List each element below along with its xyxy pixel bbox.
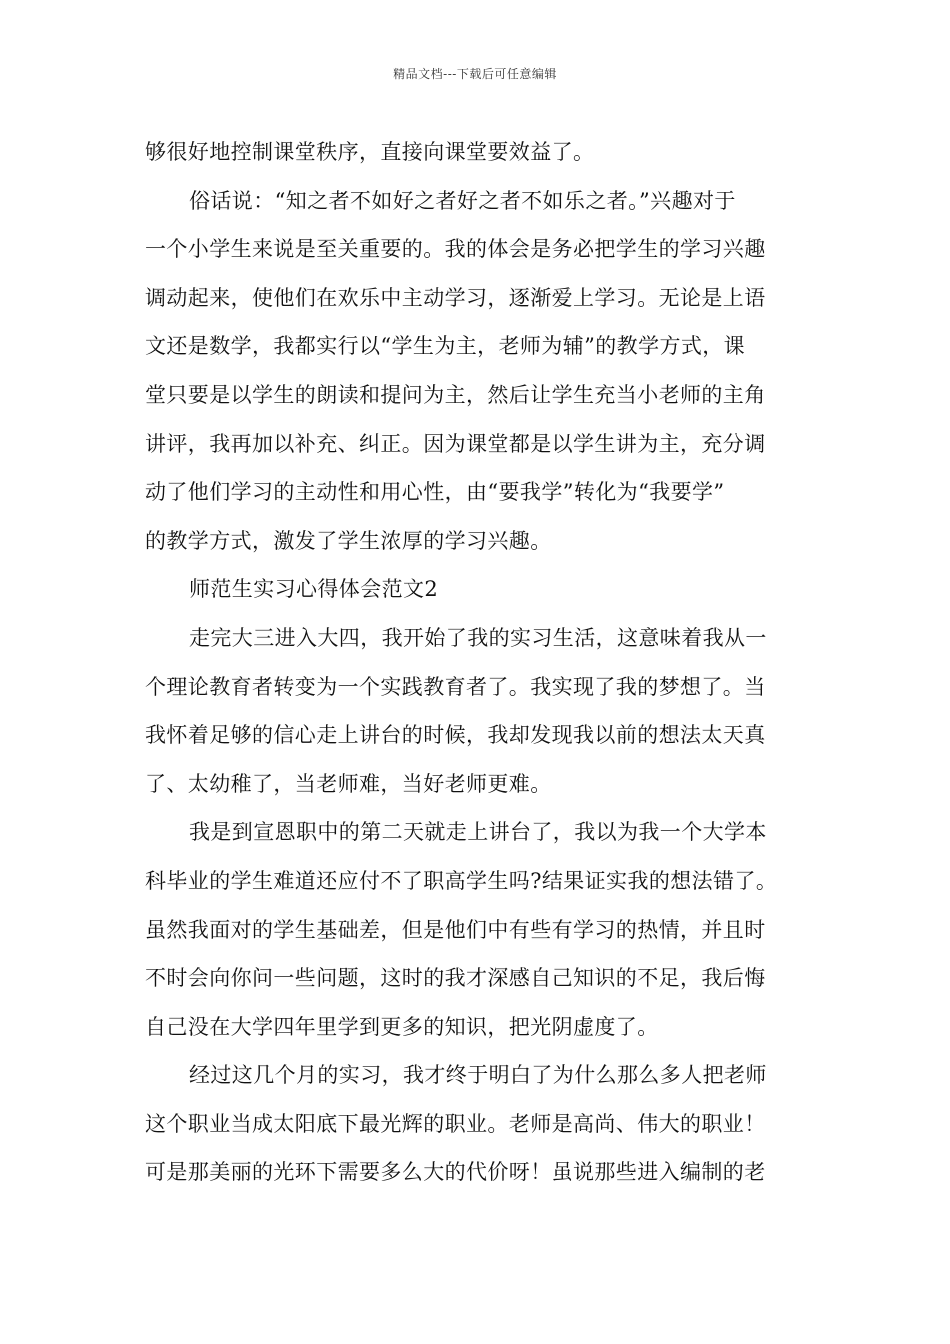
text-line: 堂只要是以学生的朗读和提问为主，然后让学生充当小老师的主角: [145, 382, 766, 407]
text-line: 讲评，我再加以补充、纠正。因为课堂都是以学生讲为主，充分调: [145, 431, 766, 456]
text-line: 走完大三进入大四，我开始了我的实习生活，这意味着我从一: [189, 625, 767, 650]
text-line: 我是到宣恩职中的第二天就走上讲台了，我以为我一个大学本: [189, 820, 767, 845]
text-line: 这个职业当成太阳底下最光辉的职业。老师是高尚、伟大的职业！: [145, 1111, 766, 1136]
text-line: 俗话说：“知之者不如好之者好之者不如乐之者。”兴趣对于: [189, 188, 736, 213]
text-line: 了、太幼稚了，当老师难，当好老师更难。: [145, 771, 552, 796]
text-line: 虽然我面对的学生基础差，但是他们中有些有学习的热情，并且时: [145, 917, 766, 942]
text-line: 一个小学生来说是至关重要的。我的体会是务必把学生的学习兴趣: [145, 237, 766, 262]
text-line: 调动起来，使他们在欢乐中主动学习，逐渐爱上学习。无论是上语: [145, 285, 766, 310]
text-line: 个理论教育者转变为一个实践教育者了。我实现了我的梦想了。当: [145, 674, 766, 699]
text-line: 够很好地控制课堂秩序，直接向课堂要效益了。: [145, 140, 595, 164]
section-heading: 师范生实习心得体会范文2: [189, 577, 439, 602]
text-line: 经过这几个月的实习，我才终于明白了为什么那么多人把老师: [189, 1063, 767, 1088]
text-line: 不时会向你问一些问题，这时的我才深感自己知识的不足，我后悔: [145, 966, 766, 991]
text-line: 的教学方式，激发了学生浓厚的学习兴趣。: [145, 528, 552, 553]
text-line: 我怀着足够的信心走上讲台的时候，我却发现我以前的想法太天真: [145, 723, 766, 748]
page-header: 精品文档---下载后可任意编辑: [393, 67, 557, 81]
text-line: 可是那美丽的光环下需要多么大的代价呀！虽说那些进入编制的老: [145, 1160, 766, 1185]
text-line: 文还是数学，我都实行以“学生为主，老师为辅”的教学方式，课: [145, 334, 746, 359]
document-body: [145, 128, 807, 1197]
text-line: 动了他们学习的主动性和用心性，由“要我学”转化为“我要学”: [145, 480, 725, 505]
text-line: 自己没在大学四年里学到更多的知识，把光阴虚度了。: [145, 1014, 659, 1039]
text-line: 科毕业的学生难道还应付不了职高学生吗?结果证实我的想法错了。: [145, 868, 778, 893]
